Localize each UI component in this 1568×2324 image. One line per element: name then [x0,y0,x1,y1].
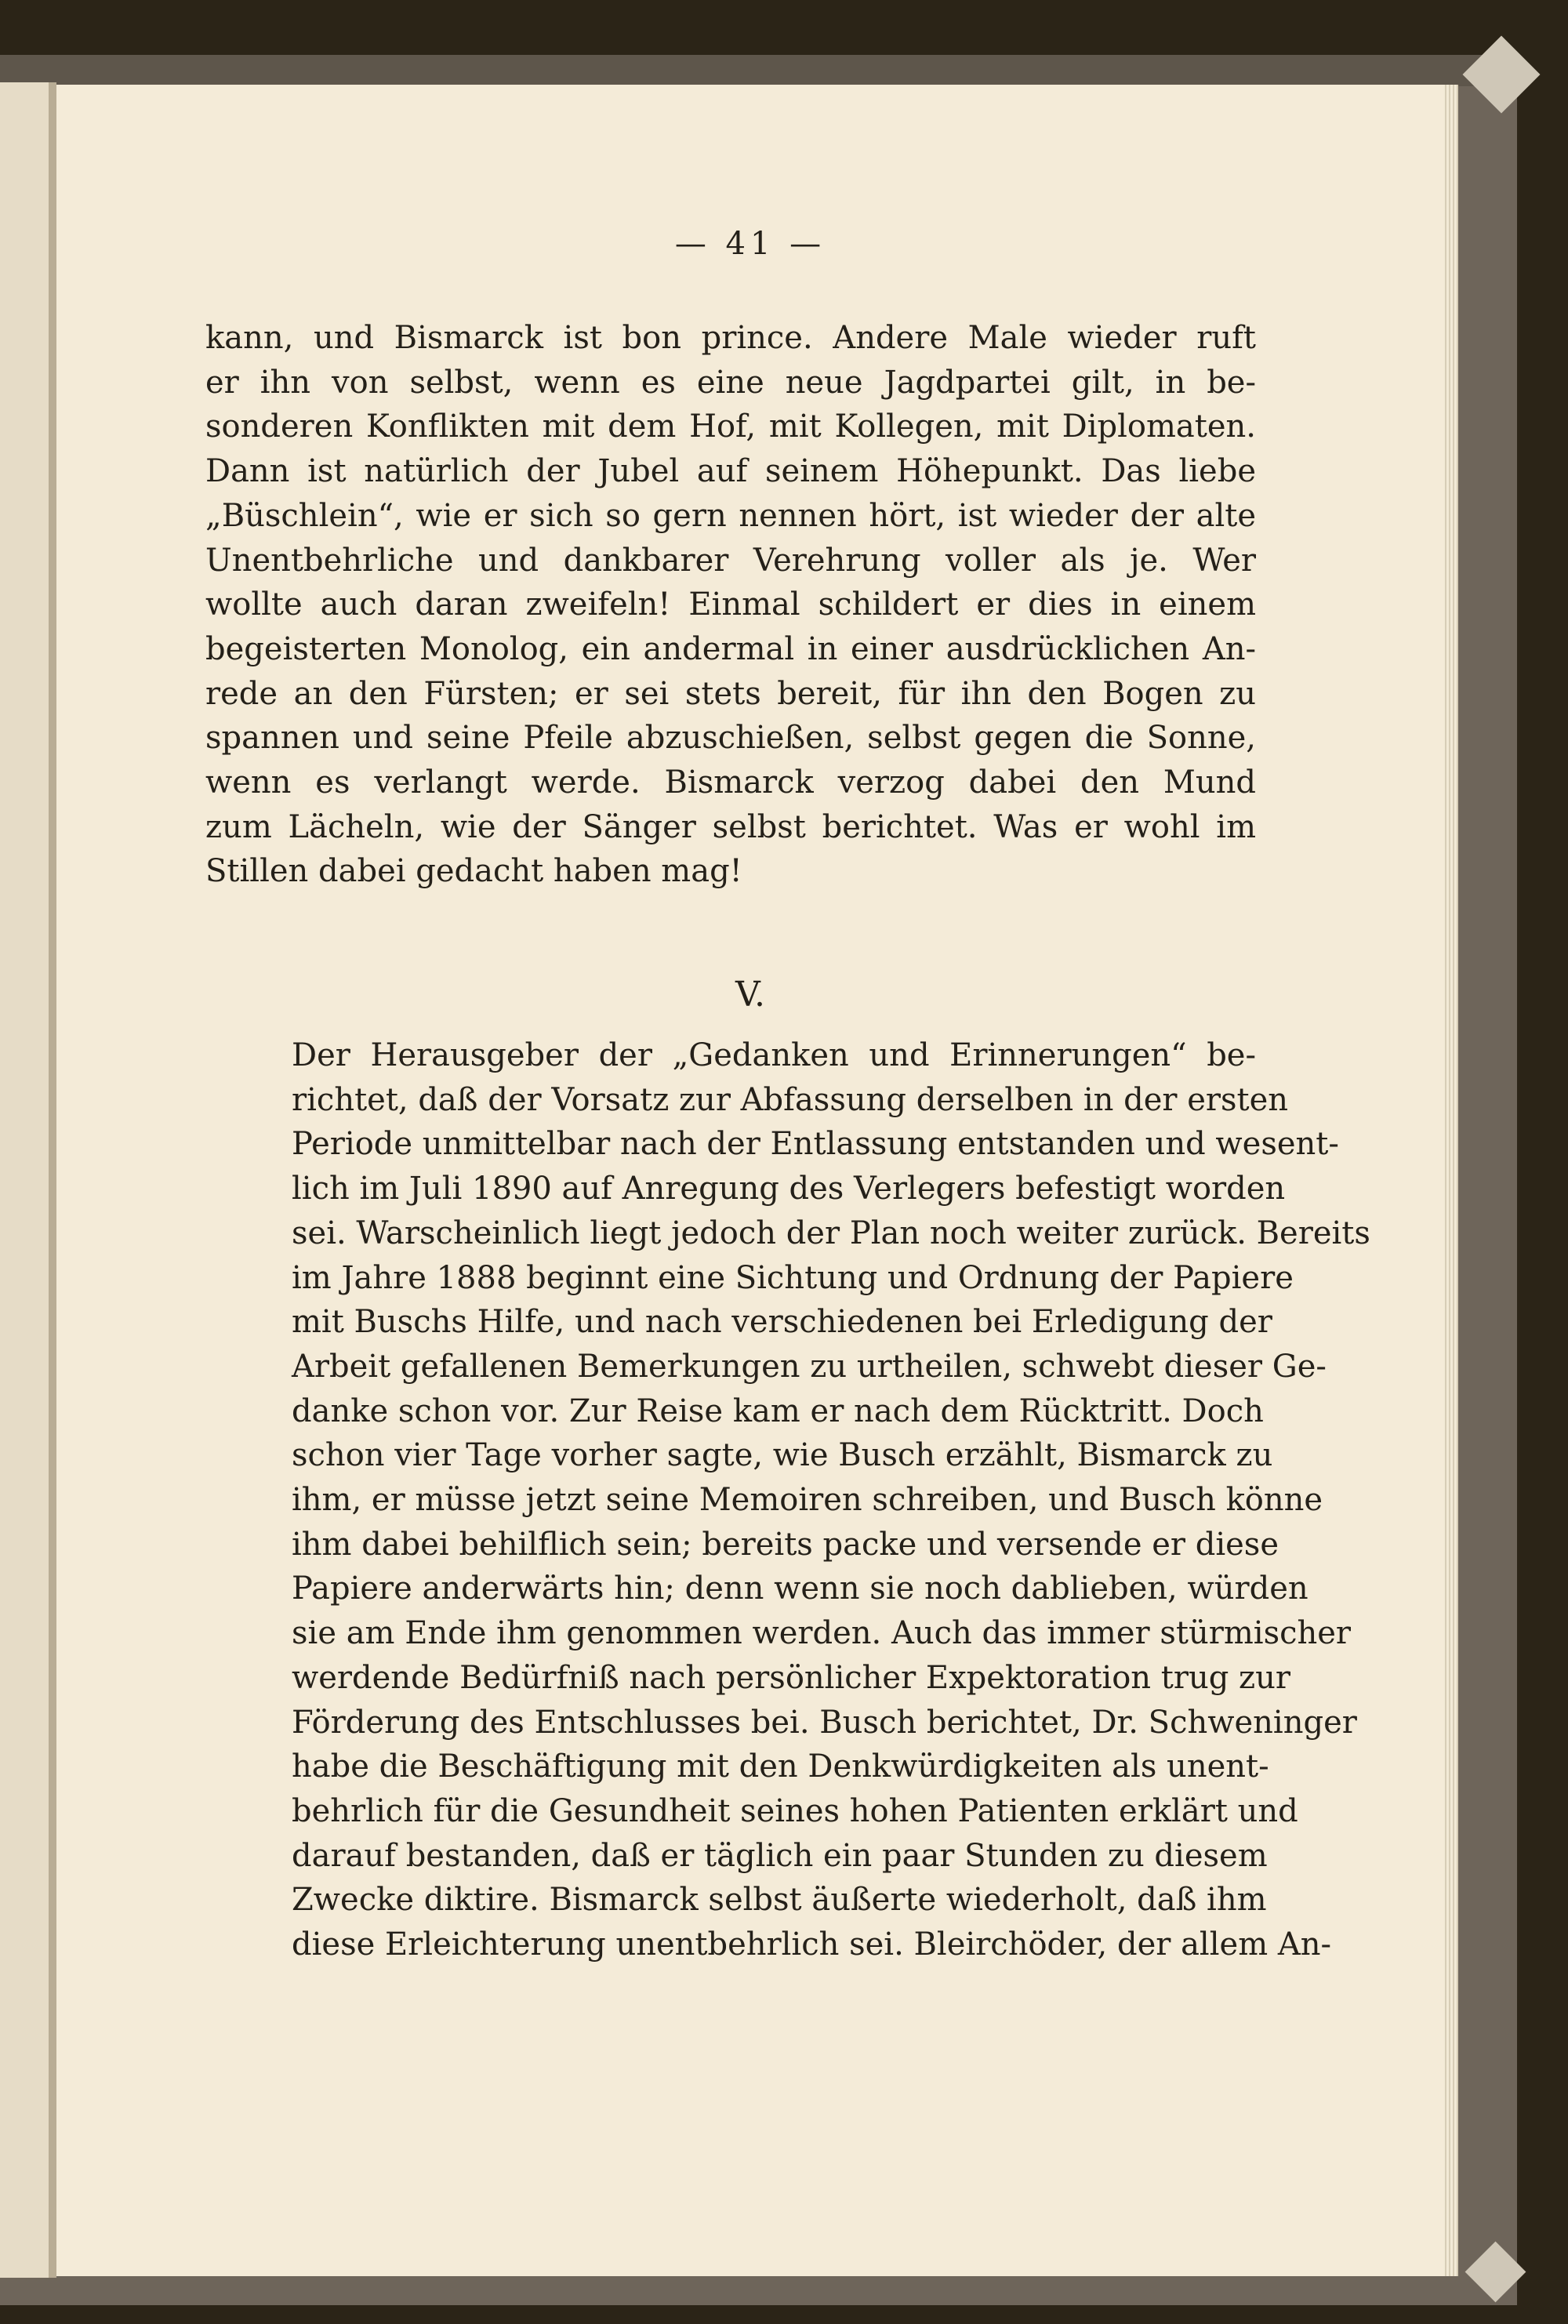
text-line: werdende Bedürfniß nach persönlicher Expektoration trug zur [292,1659,1290,1696]
text-line: darauf bestanden, daß er täglich ein paar Stunden zu diesem [292,1837,1268,1874]
text-line: sonderen Konflikten mit dem Hof, mit Kollegen, mit Diplomaten. [205,409,1256,445]
text-line: lich im Juli 1890 auf Anregung des Verlegers befestigt worden [292,1171,1286,1207]
text-line: Der Herausgeber der „Gedanken und Erinnerungen“ be- [292,1037,1256,1073]
text-line: Stillen dabei gedacht haben mag! [205,853,742,890]
text-line: er ihn von selbst, wenn es eine neue Jagdpartei gilt, in be- [205,364,1256,401]
text-line: schon vier Tage vorher sagte, wie Busch erzählt, Bismarck zu [292,1437,1273,1474]
text-line: rede an den Fürsten; er sei stets bereit, für ihn den Bogen zu [205,675,1256,712]
book-page [56,85,1444,2276]
text-line: Periode unmittelbar nach der Entlassung entstanden und wesent- [292,1126,1339,1163]
section-heading: V. [735,975,766,1015]
text-line: „Büschlein“, wie er sich so gern nennen hört, ist wieder der alte [205,497,1256,534]
text-line: diese Erleichterung unentbehrlich sei. Bleirchöder, der allem An- [292,1926,1331,1963]
text-line: mit Buschs Hilfe, und nach verschiedenen bei Erledigung der [292,1304,1272,1341]
text-line: Förderung des Entschlusses bei. Busch berichtet, Dr. Schweninger [292,1704,1357,1741]
text-line: zum Lächeln, wie der Sänger selbst berichtet. Was er wohl im [205,808,1256,845]
text-line: sie am Ende ihm genommen werden. Auch das immer stürmischer [292,1615,1352,1652]
text-line: sei. Warscheinlich liegt jedoch der Plan noch weiter zurück. Bereits [292,1215,1370,1251]
book-gutter [49,82,56,2278]
previous-page-edge [0,82,51,2278]
paragraph-1 [205,316,1256,894]
text-line: kann, und Bismarck ist bon prince. Andere Male wieder ruft [205,320,1256,356]
text-line: behrlich für die Gesundheit seines hohen Patienten erklärt und [292,1792,1298,1829]
text-line: danke schon vor. Zur Reise kam er nach dem Rücktritt. Doch [292,1393,1264,1429]
book-cover-top-edge [0,55,1517,86]
text-line: Dann ist natürlich der Jubel auf seinem Höhepunkt. Das liebe [205,453,1256,490]
text-line: wollte auch daran zweifeln! Einmal schildert er dies in einem [205,586,1256,623]
text-line: Arbeit gefallenen Bemerkungen zu urtheilen, schwebt dieser Ge- [292,1348,1327,1385]
text-line: ihm, er müsse jetzt seine Memoiren schreiben, und Busch könne [292,1482,1323,1519]
text-line: im Jahre 1888 beginnt eine Sichtung und Ordnung der Papiere [292,1259,1294,1296]
text-line: Zwecke diktire. Bismarck selbst äußerte wiederholt, daß ihm [292,1882,1267,1919]
text-line: habe die Beschäftigung mit den Denkwürdigkeiten als unent- [292,1748,1269,1785]
paragraph-2 [205,1033,1370,1967]
text-line: wenn es verlangt werde. Bismarck verzog dabei den Mund [205,764,1256,801]
text-line: spannen und seine Pfeile abzuschießen, selbst gegen die Sonne, [205,720,1256,757]
text-line: Papiere anderwärts hin; denn wenn sie noch dablieben, würden [292,1571,1308,1607]
text-line: Unentbehrliche und dankbarer Verehrung voller als je. Wer [205,542,1256,579]
text-line: begeisterten Monolog, ein andermal in einer ausdrücklichen An- [205,630,1256,667]
page-number: — 41 — [674,226,826,262]
text-line: ihm dabei behilflich sein; bereits packe und versende er diese [292,1526,1279,1563]
text-line: richtet, daß der Vorsatz zur Abfassung derselben in der ersten [292,1081,1289,1118]
